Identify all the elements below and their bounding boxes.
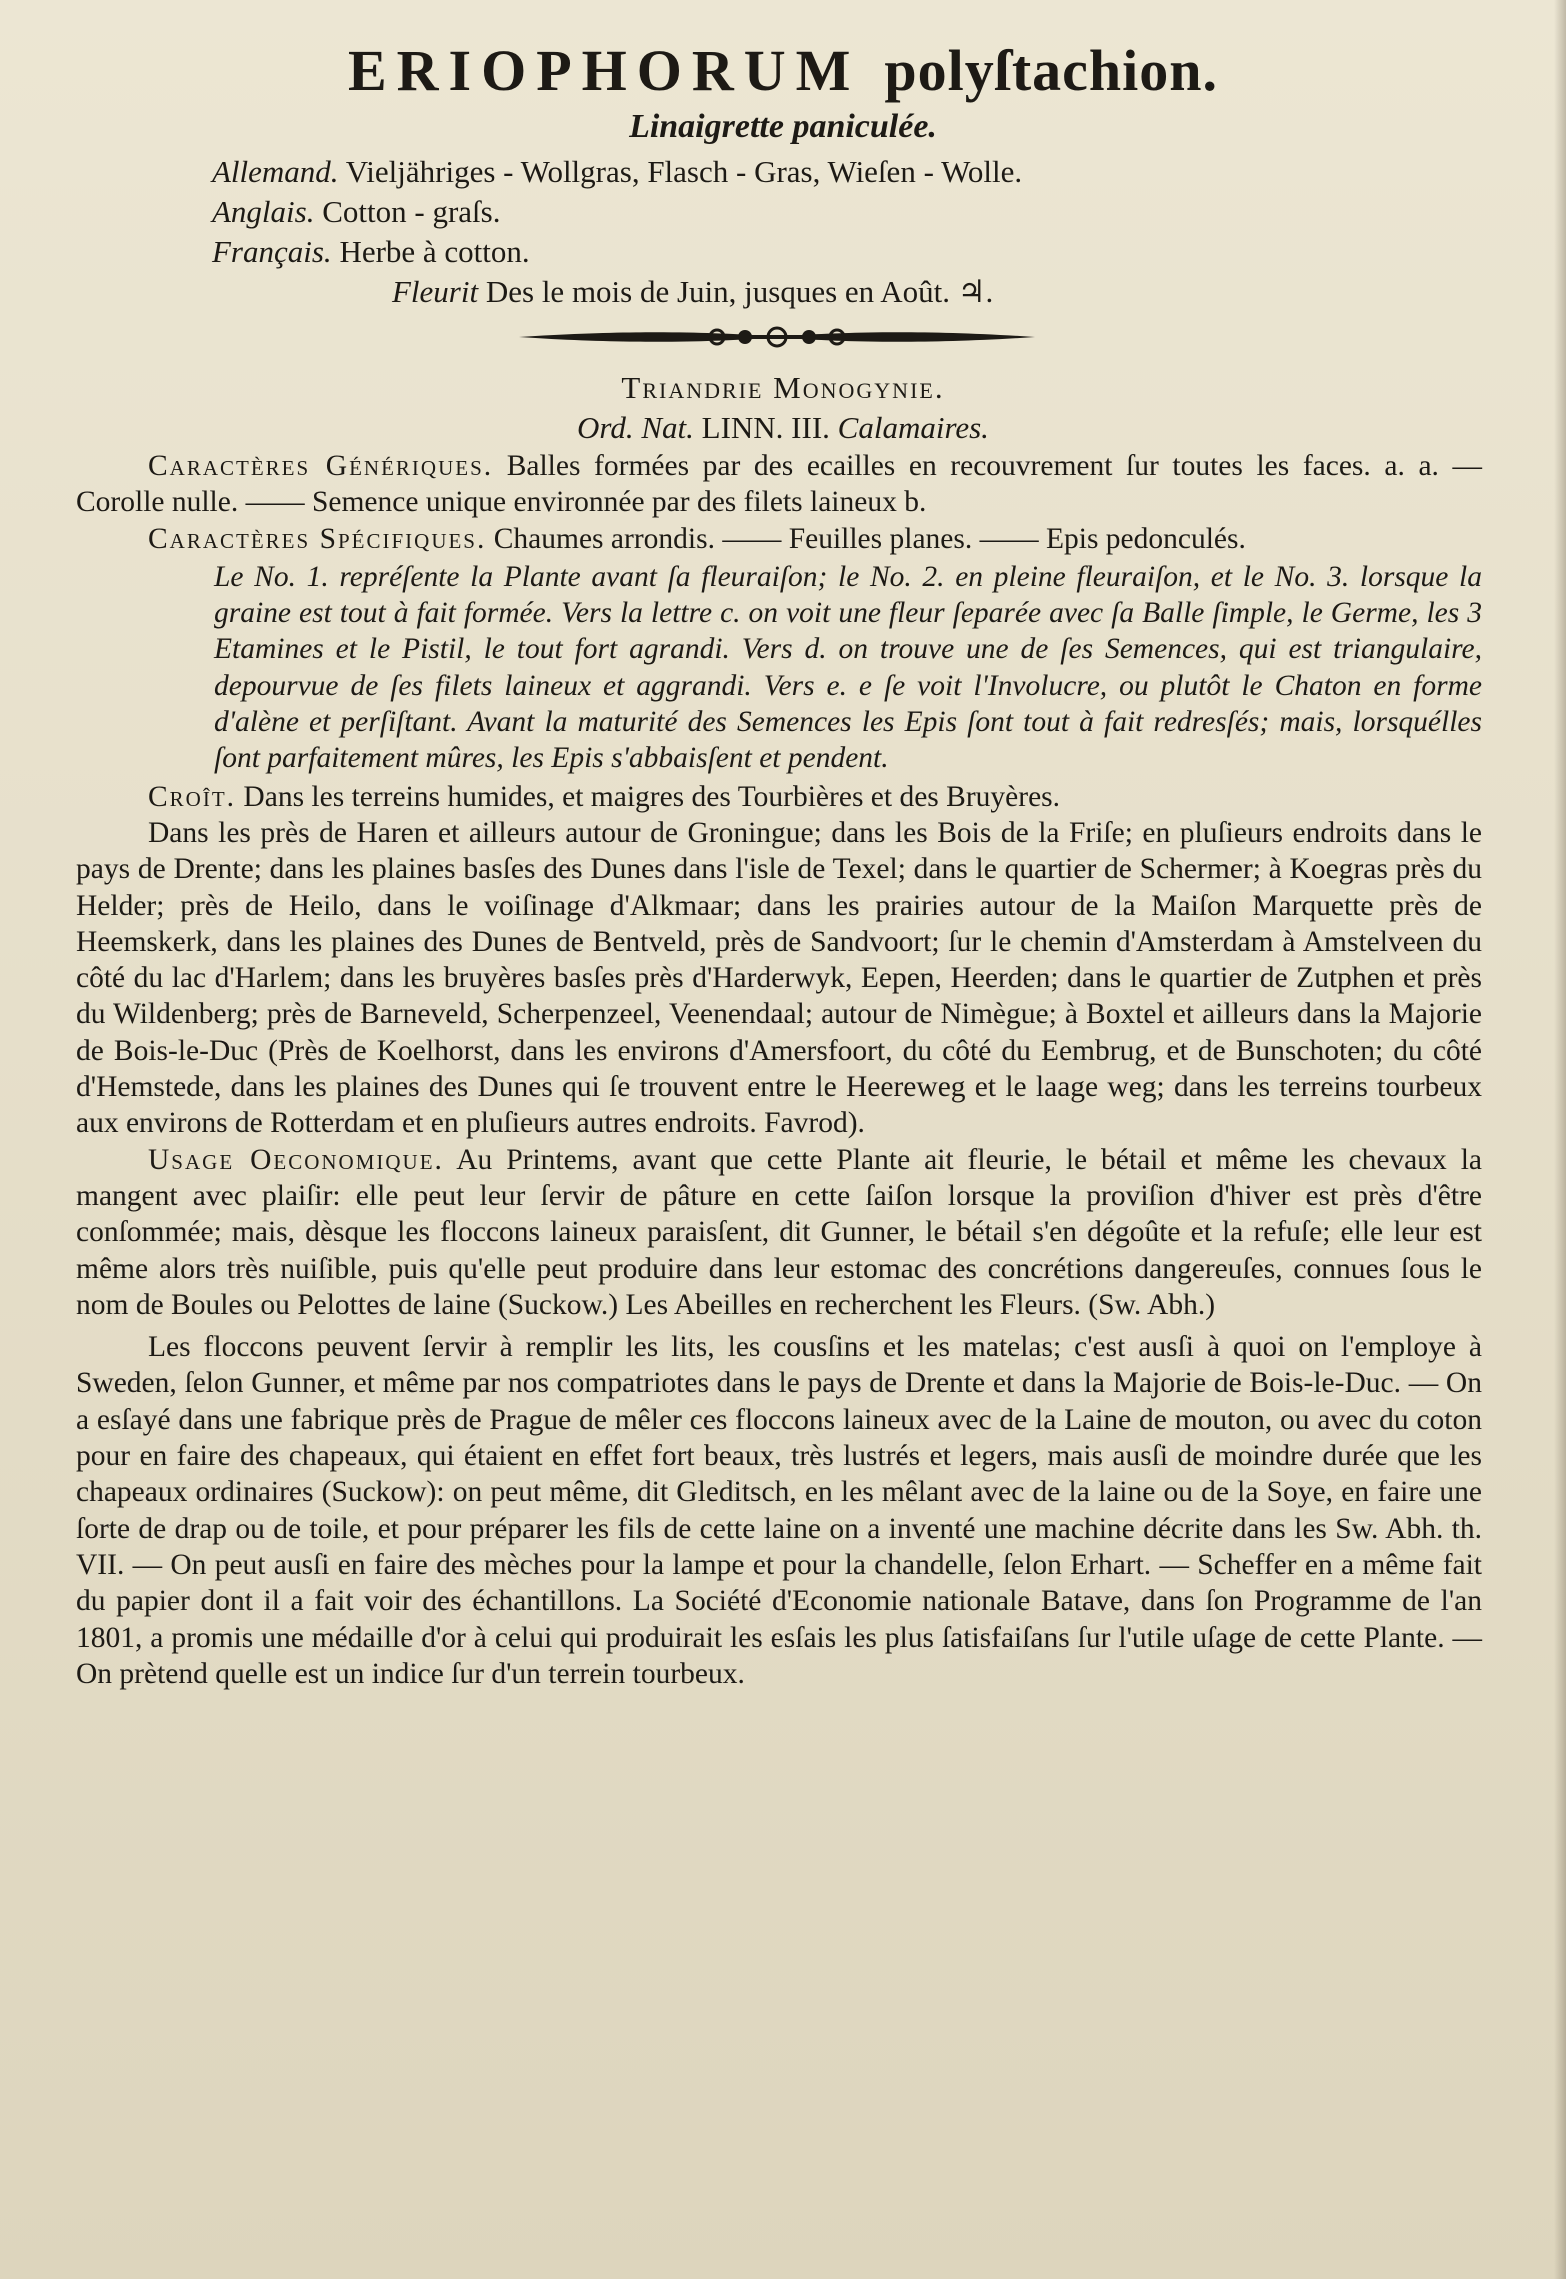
- usage-label: Usage Oeconomique.: [148, 1143, 444, 1176]
- family-name: Calamaires.: [837, 410, 989, 445]
- vernacular-french: [212, 232, 1462, 272]
- french-common-name: Linaigrette paniculée.: [629, 108, 937, 145]
- generic-characters-label: Caractères Génériques.: [148, 450, 494, 482]
- page-title: [0, 36, 1566, 106]
- plate-caption: Le No. 1. repréſente la Plante avant ſa fleuraiſon; le No. 2. en pleine fleuraiſon, et le No. 3. lorsque la graine est tout à fait formée. Vers la lettre c. on voit une fleur ſeparée avec ſa Balle ſimple, le Germe, les 3 Etamines et le Pistil, le tout fort agrandi. Vers d. on trouve une de ſes Semences, qui est triangulaire, depourvue de ſes filets laineux et aggrandi. Vers e. e ſe voit l'Involucre, ou plutôt le Chaton en forme d'alène et perſiſtant. Avant la maturité des Semences les Epis ſont tout à fait redresſés; mais, lorsquélles ſont parfaitement mûres, les Epis s'abbaisſent et pendent.: [214, 560, 1482, 775]
- order-label: Ord. Nat.: [577, 410, 694, 445]
- usage-text: Au Printems, avant que cette Plante ait fleurie, le bétail et même les chevaux la mangent avec plaiſir: elle peut leur ſervir de pâture en cette ſaiſon lorsque la proviſion d'hiver est près d'être conſommée; mais, dèsque les floccons laineux paraisſent, dit Gunner, le bétail s'en dégoûte et la refuſe; elle leur est même alors très nuiſible, puis qu'elle peut produire dans leur estomac des concrétions dangereuſes, connues ſous le nom de Boules ou Pelottes de laine (Suckow.) Les Abeilles en recherchent les Fleurs. (Sw. Abh.): [76, 1143, 1482, 1321]
- flowering-period: [392, 272, 1462, 312]
- language-label: Français.: [212, 234, 332, 269]
- flowering-text: Des le mois de Juin, jusques en Août. ♃.: [485, 274, 994, 309]
- habitat-intro: Dans les terreins humides, et maigres des Tourbières et des Bruyères.: [243, 780, 1061, 813]
- genus-name: ERIOPHORUM: [347, 38, 861, 103]
- specific-characters-text: Chaumes arrondis. —— Feuilles planes. —— Epis pedonculés.: [493, 522, 1246, 555]
- species-name: polyſtachion.: [884, 38, 1219, 103]
- vernacular-names: [212, 152, 1462, 312]
- localities-paragraph: Dans les près de Haren et ailleurs autour de Groningue; dans les Bois de la Friſe; en pluſieurs endroits dans le pays de Drente; dans les plaines basſes des Dunes dans l'isle de Texel; dans le quartier de Schermer; à Koegras près du Helder; près de Heilo, dans le voiſinage d'Alkmaar; dans les prairies autour de la Maiſon Marquette près de Heemskerk, dans les plaines des Dunes de Bentveld, près de Sandvoort; ſur le chemin d'Amsterdam à Amstelveen du côté du lac d'Harlem; dans les bruyères basſes près d'Harderwyk, Eepen, Heerden; dans le quartier de Zutphen et près du Wildenberg; près de Barneveld, Scherpenzeel, Veenendaal; autour de Nimègue; à Boxtel et ailleurs dans la Majorie de Bois-le-Duc (Près de Koelhorst, dans les environs d'Amersfoort, du côté du Eembrug, et de Bunschoten; du côté d'Hemstede, dans les plaines des Dunes qui ſe trouvent entre le Heereweg et le laage weg; dans les terreins tourbeux aux environs de Rotterdam et en pluſieurs autres endroits. Favrod).: [76, 816, 1482, 1140]
- linnaeus-reference: LINN. III.: [701, 410, 830, 445]
- classification: [0, 368, 1566, 448]
- page-edge-shadow: [1554, 0, 1566, 2279]
- generic-characters-text: Balles formées par des ecailles en recouvrement ſur toutes les faces. a. a. — Corolle nulle. —— Semence unique environnée par des filets laineux b.: [76, 450, 1482, 519]
- vernacular-name: Vieljähriges - Wollgras, Flasch - Gras, Wieſen - Wolle.: [345, 154, 1023, 189]
- specific-characters: [76, 521, 1482, 557]
- usage-paragraph-2: Les floccons peuvent ſervir à remplir les lits, les cousſins et les matelas; c'est ausſi à quoi on l'employe à Sweden, ſelon Gunner, et même par nos compatriotes dans le pays de Drente et dans la Majorie de Bois-le-Duc. — On a esſayé dans une fabrique près de Prague de mêler ces floccons laineux avec de la Laine de mouton, ou avec du coton pour en faire des chapeaux, qui étaient en effet fort beaux, très lustrés et legers, mais ausſi de moindre durée que les chapeaux ordinaires (Suckow): on peut même, dit Gleditsch, en les mêlant avec de la laine ou de la Soye, en faire une ſorte de drap ou de toile, et pour préparer les fils de cette laine on a inventé une machine décrite dans les Sw. Abh. th. VII. — On peut ausſi en faire des mèches pour la lampe et pour la chandelle, ſelon Erhart. — Scheffer en a même fait du papier dont il a fait voir des échantillons. La Société d'Economie nationale Batave, dans ſon Programme de l'an 1801, a promis une médaille d'or à celui qui produirait les esſais les plus ſatisfaiſans ſur l'utile uſage de cette Plante. — On prètend quelle est un indice ſur d'un terrein tourbeux.: [76, 1331, 1482, 1690]
- vernacular-english: [212, 192, 1462, 232]
- vernacular-german: [212, 152, 1462, 192]
- vernacular-name: Herbe à cotton.: [339, 234, 530, 269]
- main-text: [76, 448, 1482, 1692]
- usage-paragraph: [76, 1142, 1482, 1323]
- flowering-label: Fleurit: [392, 274, 479, 309]
- generic-characters: [76, 448, 1482, 521]
- habitat-label: Croît.: [148, 780, 237, 813]
- language-label: Anglais.: [212, 194, 315, 229]
- ornamental-divider: [517, 320, 1037, 354]
- linnaean-class: Triandrie Monogynie.: [621, 370, 945, 405]
- specific-characters-label: Caractères Spécifiques.: [148, 522, 487, 555]
- language-label: Allemand.: [212, 154, 339, 189]
- vernacular-name: Cotton - graſs.: [322, 194, 501, 229]
- natural-order: [0, 408, 1566, 448]
- habitat-paragraph: [76, 779, 1482, 815]
